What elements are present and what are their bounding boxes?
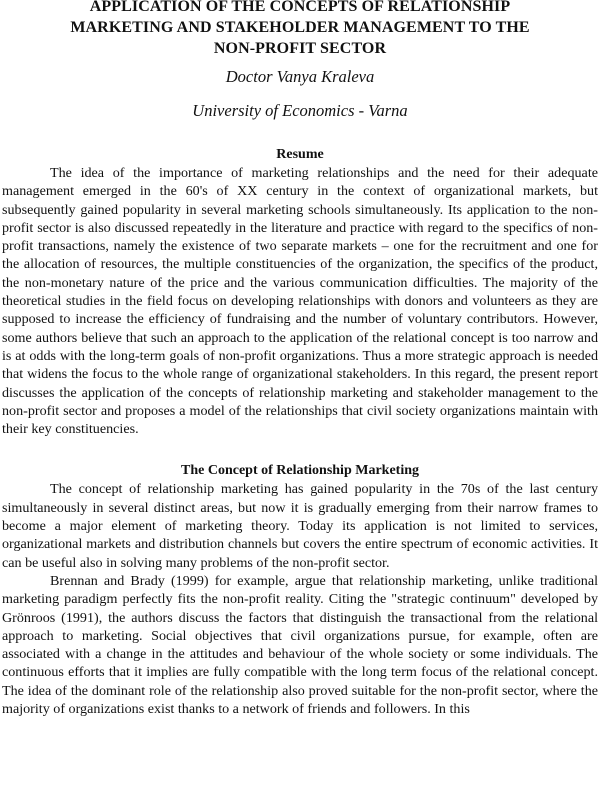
author-affiliation: University of Economics - Varna [192,101,408,120]
title-line-1: APPLICATION OF THE CONCEPTS OF RELATIONSHIP [89,0,511,15]
author-name: Doctor Vanya Kraleva [225,67,375,86]
title-line-3: NON-PROFIT SECTOR [213,40,387,57]
resume-heading: Resume [276,147,324,162]
paper-title [2,0,598,59]
concept-paragraph-2: Brennan and Brady (1999) for example, argue that relationship marketing, unlike traditional marketing paradigm perfectly fits the non-profit reality. Citing the "strategic continuum" developed by Grönroos (1991), the authors discuss the factors that distinguish the transactional from the relational approach to marketing. Social objectives that civil organizations pursue, for example, often are associated with a change in the attitudes and behaviour of the whole society or some individuals. The continuous efforts that it implies are fully compatible with the long term focus of the relational concept. The idea of the dominant role of the relationship also proved suitable for the non-profit sector, where the majority of organizations exist thanks to a network of friends and followers. In this [2,572,598,718]
concept-paragraph-1: The concept of relationship marketing has gained popularity in the 70s of the last century simultaneously in several distinct areas, but now it is gradually emerging from their narrow frames to become a major element of marketing theory. Today its application is not limited to services, organizational markets and distribution channels but covers the entire spectrum of economic activities. It can be useful also in solving many problems of the non-profit sector. [2,481,598,571]
concept-heading: The Concept of Relationship Marketing [181,463,419,479]
title-line-2: MARKETING AND STAKEHOLDER MANAGEMENT TO THE [70,19,530,36]
resume-paragraph: The idea of the importance of marketing relationships and the need for their adequate management emerged in the 60's of XX century in the context of organizational markets, but subsequently gained popularity in several marketing schools simultaneously. Its application to the non-profit sector is also discussed repeatedly in the literature and practice with regard to the specifics of non-profit transactions, namely the existence of two separate markets – one for the recruitment and one for the allocation of resources, the multiple constituencies of the organization, the specifics of the product, the non-monetary nature of the price and the various communication difficulties. The majority of the theoretical studies in the field focus on developing relationships with donors and volunteers as they are supposed to increase the efficiency of fundraising and the number of voluntary contributors. However, some authors believe that such an approach to the application of the relational concept is too narrow and is at odds with the long-term goals of non-profit organizations. Thus a more strategic approach is needed that widens the focus to the whole range of organizational stakeholders. In this regard, the present report discusses the application of the concepts of relationship marketing and stakeholder management to the non-profit sector and proposes a model of the relationships that civil society organizations maintain with their key constituencies. [2,165,598,438]
